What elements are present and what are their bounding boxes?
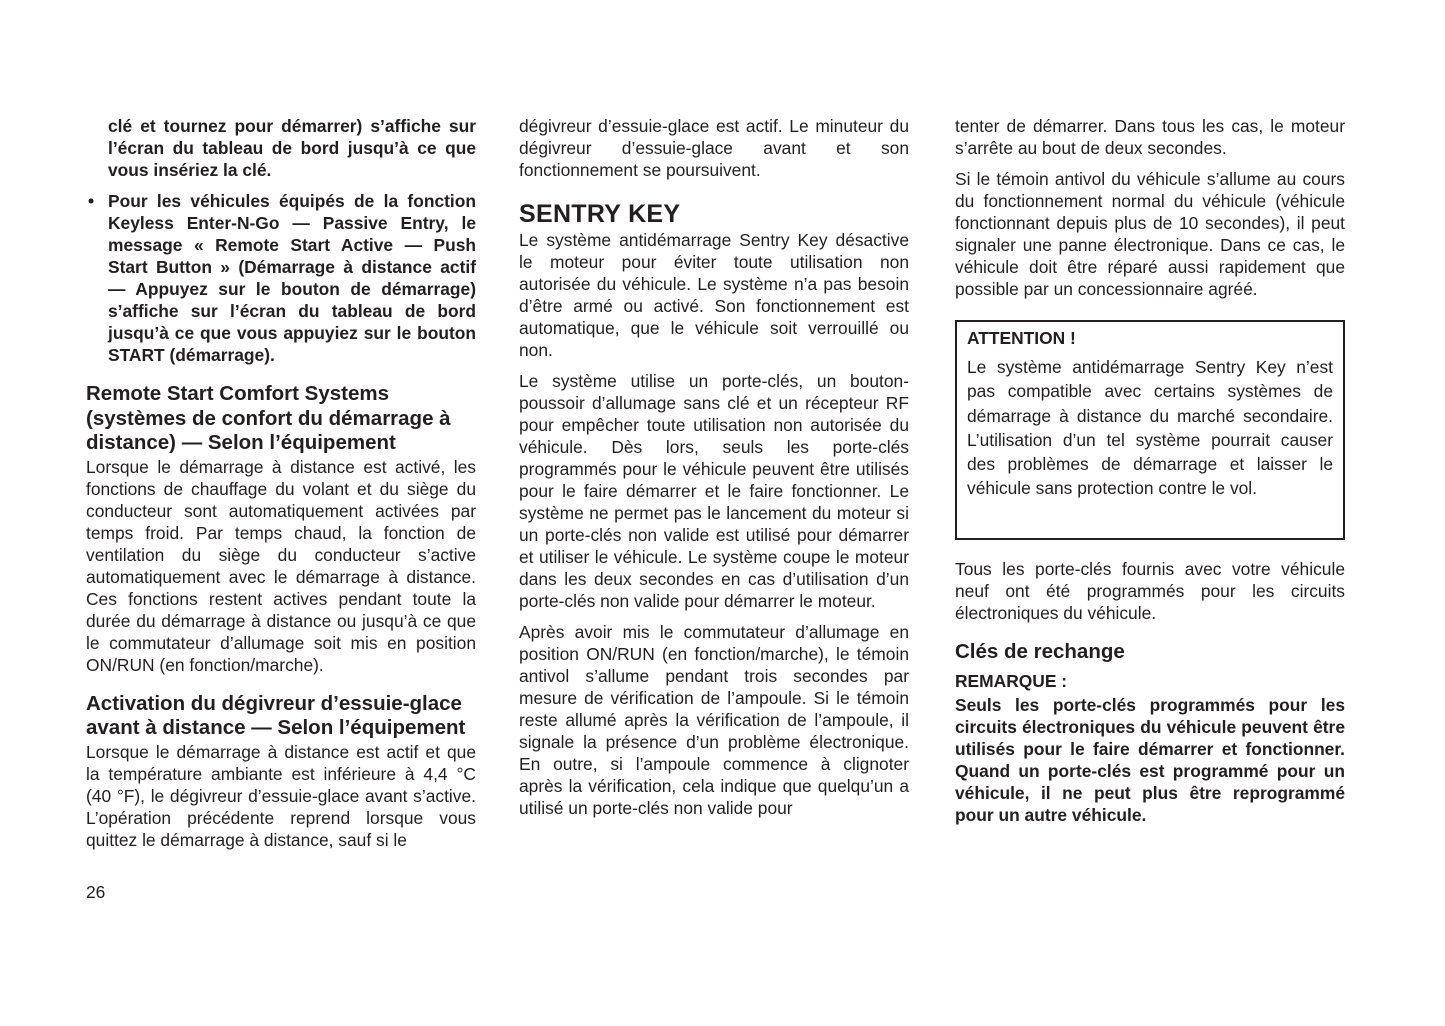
column-right [955, 115, 1345, 826]
column-middle [519, 115, 909, 819]
heading-replacement-keys: Clés de rechange [955, 639, 1125, 663]
bullet-text: Pour les véhicules équipés de la fonction Keyless Enter-N-Go — Passive Entry, le message « Remote Start Active — Push Start Button » (Démarrage à distance actif — Appuyez sur le bouton de démarrage) s’affiche sur l’écran du tableau de bord jusqu’à ce que vous appuyiez sur le bouton START (démarrage). [108, 191, 476, 365]
bullet-list-item [86, 190, 476, 366]
paragraph-sentry-key-2: Le système utilise un porte-clés, un bouton-poussoir d’allumage sans clé et un récepteur RF pour empêcher toute utilisation non autorisée du véhicule. Dès lors, seuls les porte-clés programmés pour le véhicule peuvent être utilisés pour le faire démarrer et le faire fonctionner. Le système ne permet pas le lancement du moteur si un porte-clés non valide est utilisé pour démarrer et utiliser le véhicule. Le système coupe le moteur dans les deux secondes en cas d’utilisation d’un porte-clés non valide pour démarrer le moteur. [519, 371, 909, 611]
paragraph-sentry-key-1: Le système antidémarrage Sentry Key désactive le moteur pour éviter toute utilisation non autorisée du véhicule. Le système n’a pas besoin d’être armé ou activé. Son fonctionnement est automatique, que le véhicule soit verrouillé ou non. [519, 230, 909, 360]
paragraph-wiper-deicer: Lorsque le démarrage à distance est actif et que la température ambiante est inférieure à 4,4 °C (40 °F), le dégivreur d’essuie-glace avant s’active. L’opération précédente reprend lorsque vous quittez le démarrage à distance, sauf si le [86, 741, 476, 850]
paragraph-immobilizer-light: Si le témoin antivol du véhicule s’allume au cours du fonctionnement normal du véhicule (véhicule fonctionnant depuis plus de 10 secondes), il peut signaler une panne électronique. Dans ce cas, le véhicule doit être réparé aussi rapidement que possible par un concessionnaire agréé. [955, 169, 1345, 299]
paragraph-engine-stop: tenter de démarrer. Dans tous les cas, le moteur s’arrête au bout de deux secondes. [955, 116, 1345, 158]
heading-remote-start-comfort: Remote Start Comfort Systems (systèmes de confort du démarrage à distance) — Selon l’équipement [86, 382, 451, 454]
warning-title: ATTENTION ! [967, 328, 1076, 348]
paragraph-key-fobs-programmed: Tous les porte-clés fournis avec votre véhicule neuf ont été programmés pour les circuits électroniques du véhicule. [955, 558, 1345, 623]
bullet-continuation-text: clé et tournez pour démarrer) s’affiche sur l’écran du tableau de bord jusqu’à ce que vous insériez la clé. [108, 116, 476, 180]
paragraph-remote-start-comfort: Lorsque le démarrage à distance est activé, les fonctions de chauffage du volant et du siège du conducteur sont automatiquement activées par temps froid. Par temps chaud, la fonction de ventilation du siège du conducteur s’active automatiquement avec le démarrage à distance. Ces fonctions restent actives pendant toute la durée du démarrage à distance ou jusqu’à ce que le commutateur d’allumage soit mis en position ON/RUN (en fonction/marche). [86, 456, 476, 675]
warning-box [955, 320, 1345, 540]
warning-text: Le système antidémarrage Sentry Key n’est pas compatible avec certains systèmes de démarrage à distance du marché secondaire. L’utilisation d’un tel système pourrait causer des problèmes de démarrage et laisser le véhicule sans protection contre le vol. [967, 357, 1333, 499]
heading-wiper-deicer: Activation du dégivreur d’essuie-glace avant à distance — Selon l’équipement [86, 691, 466, 739]
page-number: 26 [86, 882, 106, 902]
note-text: Seuls les porte-clés programmés pour les circuits électroniques du véhicule peuvent être utilisés pour le faire démarrer et fonctionner. Quand un porte-clés est programmé pour un véhicule, il ne peut plus être reprogrammé pour un autre véhicule. [955, 695, 1345, 826]
note-label: REMARQUE : [955, 671, 1068, 692]
paragraph-sentry-key-3: Après avoir mis le commutateur d’allumage en position ON/RUN (en fonction/marche), le témoin antivol s’allume pendant trois secondes par mesure de vérification de l’ampoule. Si le témoin reste allumé après la vérification de l’ampoule, il signale la présence d’un problème électronique. En outre, si l’ampoule commence à clignoter après la vérification, cela indique que quelqu’un a utilisé un porte-clés non valide pour [519, 622, 909, 818]
heading-sentry-key: SENTRY KEY [519, 200, 681, 228]
paragraph-deicer-continuation: dégivreur d’essuie-glace est actif. Le minuteur du dégivreur d’essuie-glace avant et son fonctionnement se poursuivent. [519, 116, 909, 180]
bullet-icon: • [88, 191, 95, 211]
column-left [86, 115, 476, 851]
